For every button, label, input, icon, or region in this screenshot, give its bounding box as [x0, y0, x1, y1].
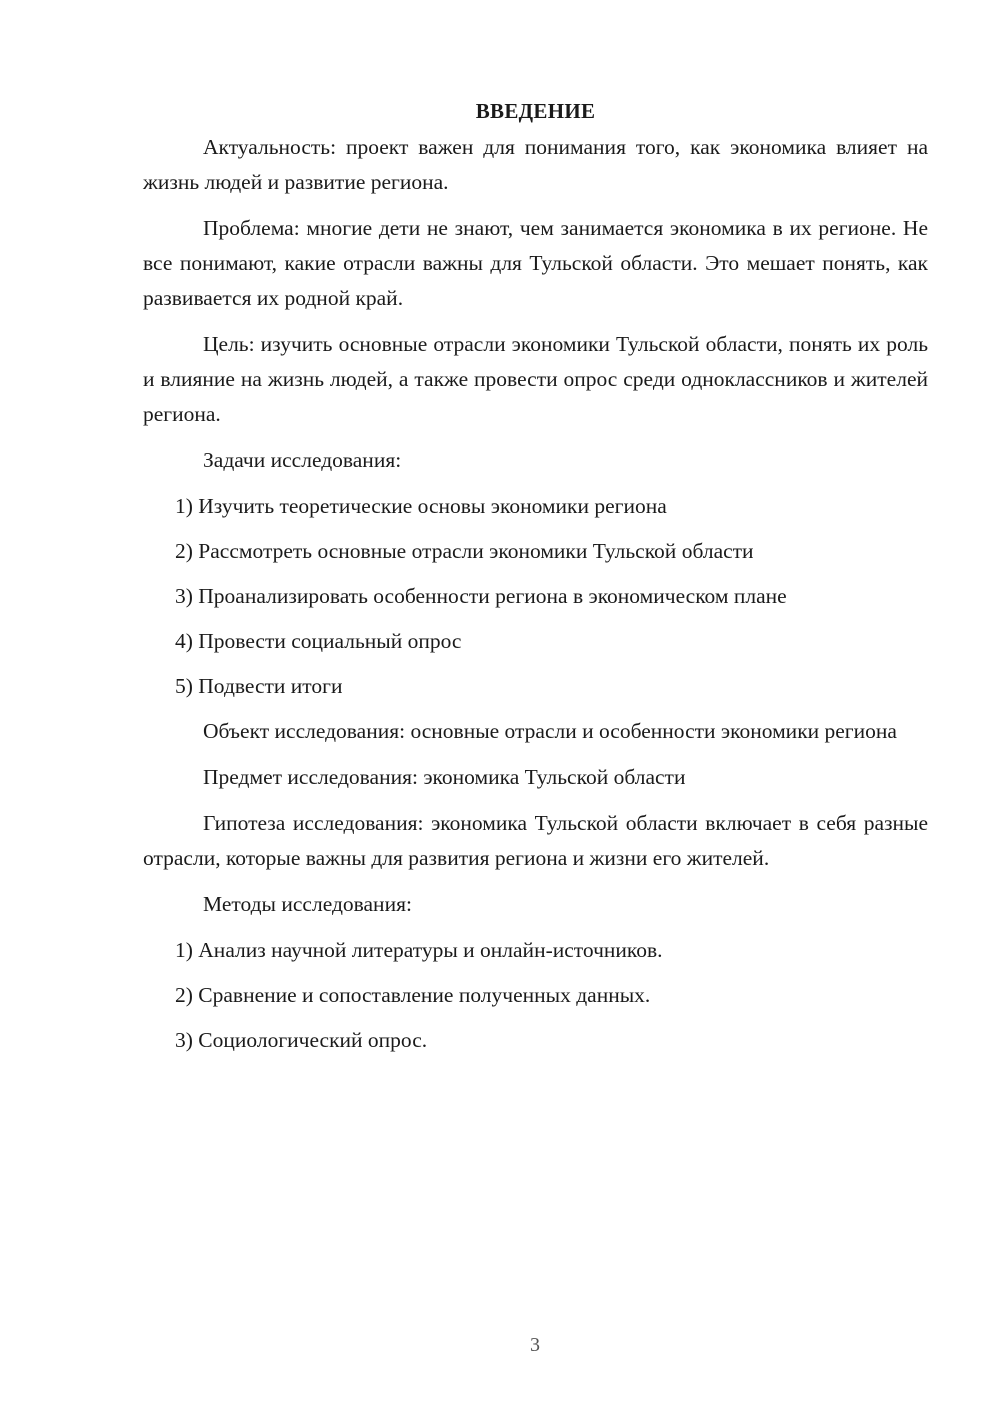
list-item: 1) Анализ научной литературы и онлайн-источников.: [175, 938, 663, 962]
tasks-heading: Задачи исследования:: [203, 448, 402, 472]
methods-list: [143, 933, 928, 1058]
page-number: 3: [530, 1334, 540, 1356]
methods-heading: Методы исследования:: [203, 892, 412, 916]
relevance-paragraph: Актуальность: проект важен для понимания того, как экономика влияет на жизнь людей и развитие региона.: [143, 135, 928, 194]
problem-paragraph: Проблема: многие дети не знают, чем занимается экономика в их регионе. Не все понимают, какие отрасли важны для Тульской области. Это мешает понять, как развивается их родной край.: [143, 216, 928, 310]
list-item: 2) Сравнение и сопоставление полученных данных.: [175, 983, 651, 1007]
list-item: 2) Рассмотреть основные отрасли экономики Тульской области: [175, 539, 754, 563]
list-item: 3) Проанализировать особенности региона в экономическом плане: [175, 584, 787, 608]
goal-paragraph: Цель: изучить основные отрасли экономики Тульской области, понять их роль и влияние на жизнь людей, а также провести опрос среди одноклассников и жителей региона.: [143, 332, 928, 426]
list-item: 1) Изучить теоретические основы экономики региона: [175, 494, 667, 518]
hypothesis-paragraph: Гипотеза исследования: экономика Тульской области включает в себя разные отрасли, которые важны для развития региона и жизни его жителей.: [143, 811, 928, 870]
object-paragraph: Объект исследования: основные отрасли и особенности экономики региона: [203, 719, 897, 743]
tasks-list: [143, 489, 928, 704]
list-item: 4) Провести социальный опрос: [175, 629, 462, 653]
list-item: 3) Социологический опрос.: [175, 1028, 428, 1052]
document-page: [143, 95, 928, 1068]
subject-paragraph: Предмет исследования: экономика Тульской области: [203, 765, 686, 789]
list-item: 5) Подвести итоги: [175, 674, 343, 698]
page-title: ВВЕДЕНИЕ: [475, 99, 596, 123]
